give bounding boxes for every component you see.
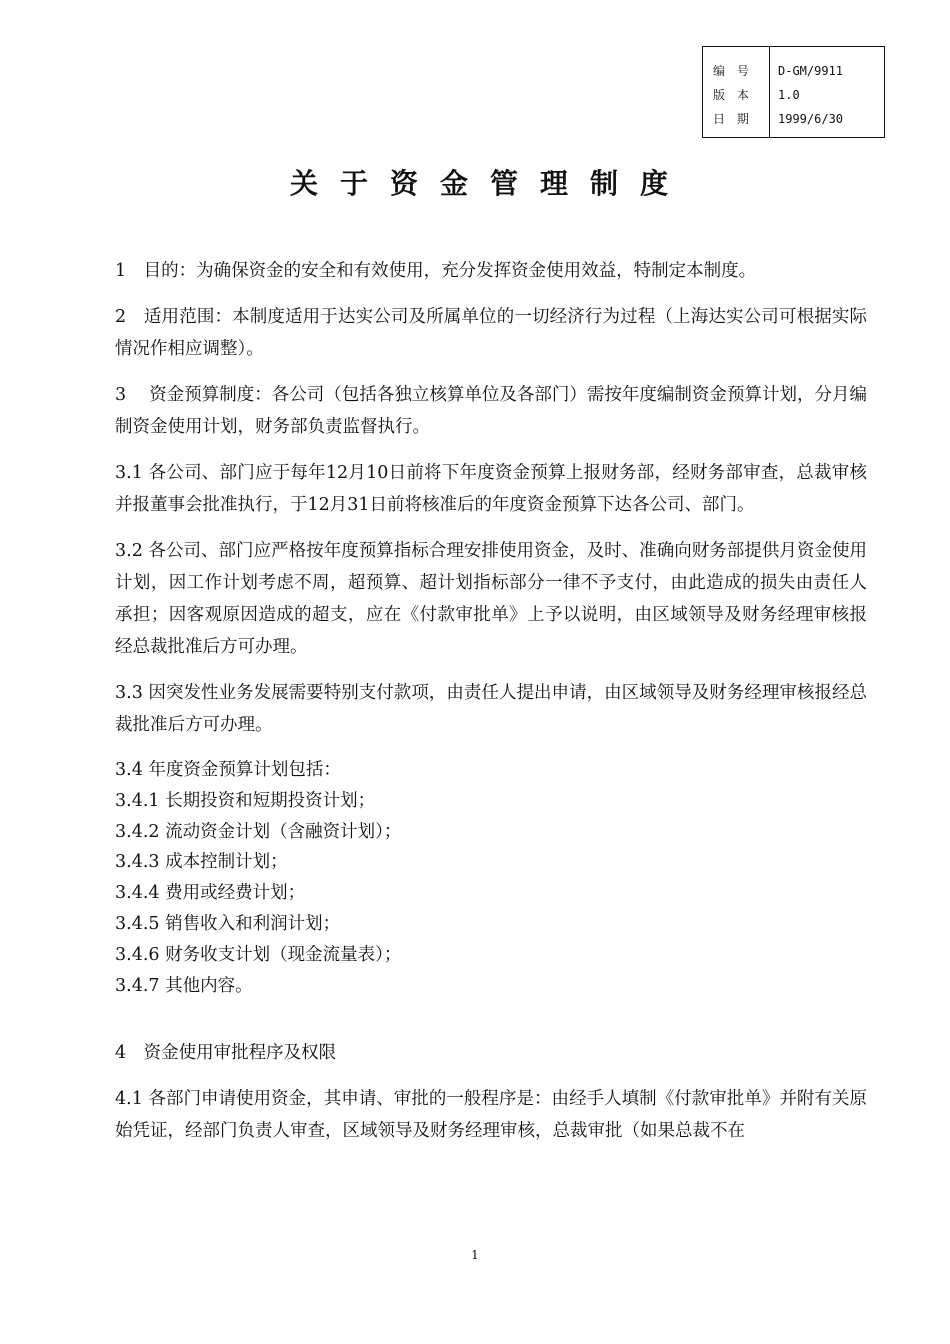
paragraph-budget-system: 3 资金预算制度：各公司（包括各独立核算单位及各部门）需按年度编制资金预算计划，分月编制资金使用计划，财务部负责监督执行。 — [115, 385, 867, 437]
list-item: 3.4.7 其他内容。 — [115, 975, 253, 996]
info-row-number — [703, 47, 885, 84]
paragraph-purpose: 1 目的：为确保资金的安全和有效使用，充分发挥资金使用效益，特制定本制度。 — [115, 261, 757, 281]
section-spacer — [115, 1001, 867, 1037]
list-item: 3.4.3 成本控制计划； — [115, 852, 288, 873]
info-label: 编 号 — [703, 47, 770, 84]
list-item: 3.4.6 财务收支计划（现金流量表）； — [115, 944, 402, 965]
info-label: 版 本 — [703, 83, 770, 107]
paragraph-scope: 2 适用范围：本制度适用于达实公司及所属单位的一切经济行为过程（上海达实公司可根据实际情况作相应调整）。 — [115, 307, 867, 359]
paragraph-4-1: 4.1 各部门申请使用资金，其申请、审批的一般程序是：由经手人填制《付款审批单》并附有关原始凭证，经部门负责人审查，区域领导及财务经理审核，总裁审批（如果总裁不在 — [115, 1089, 867, 1142]
list-item: 3.4.5 销售收入和利润计划； — [115, 913, 341, 934]
document-info-table — [702, 46, 885, 138]
list-item: 3.4.4 费用或经费计划； — [115, 883, 306, 904]
info-value: 1.0 — [778, 88, 800, 102]
section-4-heading: 4 资金使用审批程序及权限 — [115, 1043, 337, 1064]
document-title: 关于资金管理制度 — [289, 167, 690, 200]
page-number: 1 — [471, 1248, 479, 1262]
info-value: 1999/6/30 — [778, 112, 844, 126]
paragraph-3-2: 3.2 各公司、部门应严格按年度预算指标合理安排使用资金，及时、准确向财务部提供月资金使用计划，因工作计划考虑不周，超预算、超计划指标部分一律不予支付，由此造成的损失由责任人承担；因客观原因造成的超支，应在《付款审批单》上予以说明，由区域领导及财务经理审核报经总裁批准后方可办理。 — [115, 541, 867, 657]
info-row-date — [703, 107, 885, 138]
list-item: 3.4 年度资金预算计划包括： — [115, 760, 341, 780]
budget-plan-list — [115, 755, 867, 1001]
document-body — [115, 255, 867, 1161]
paragraph-3-1: 3.1 各公司、部门应于每年12月10日前将下年度资金预算上报财务部，经财务部审查，总裁审核并报董事会批准执行，于12月31日前将核准后的年度资金预算下达各公司、部门。 — [115, 463, 867, 515]
info-row-version — [703, 83, 885, 107]
paragraph-3-3: 3.3 因突发性业务发展需要特别支付款项，由责任人提出申请，由区域领导及财务经理审核报经总裁批准后方可办理。 — [115, 683, 867, 735]
info-label: 日 期 — [703, 107, 770, 138]
list-item: 3.4.2 流动资金计划（含融资计划）； — [115, 821, 402, 842]
info-value: D-GM/9911 — [778, 64, 844, 78]
list-item: 3.4.1 长期投资和短期投资计划； — [115, 790, 376, 811]
